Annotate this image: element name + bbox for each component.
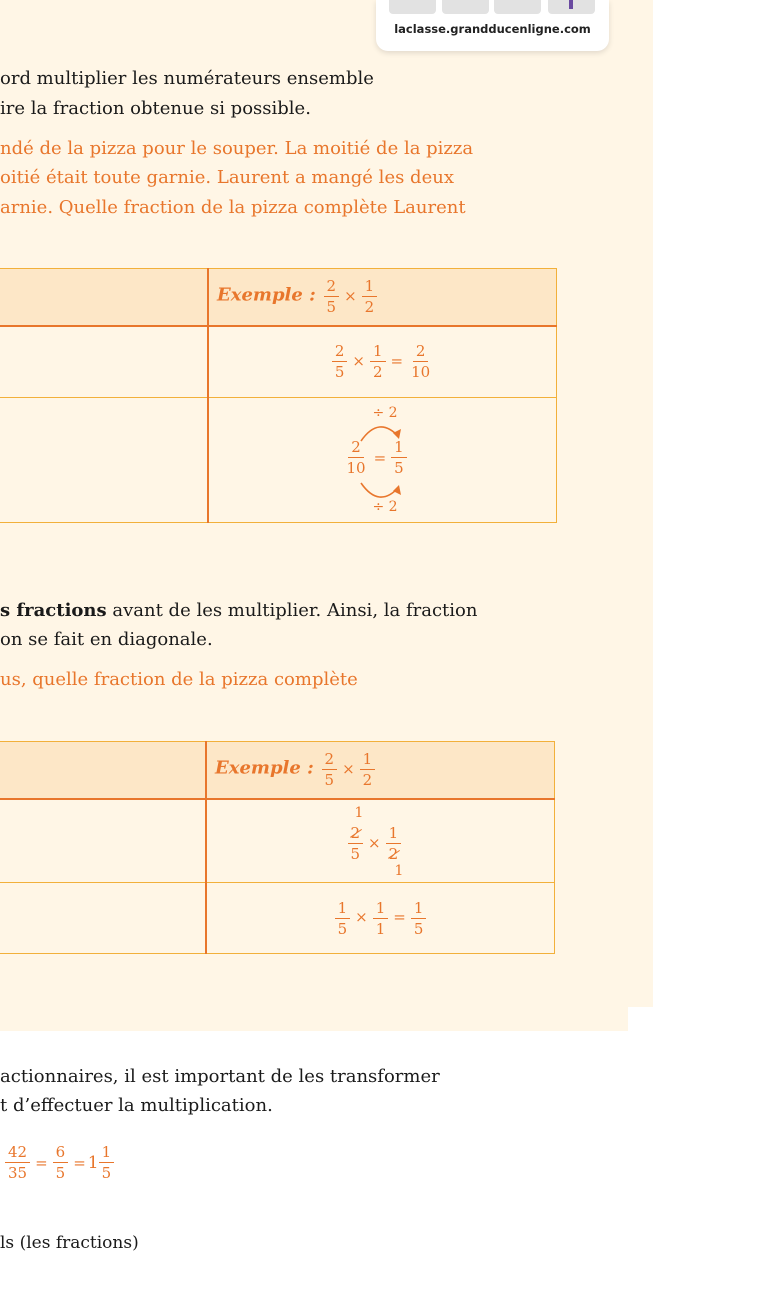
problem-line: us, quelle fraction de la pizza complète: [0, 669, 358, 690]
problem-line: ndé de la pizza pour le souper. La moitié de la pizza: [0, 138, 474, 159]
content-panel-bottom: [0, 1007, 628, 1031]
site-url[interactable]: laclasse.grandducenligne.com: [394, 22, 591, 36]
example-header: Exemple : $\frac{2}{5}$ × $\frac{1}{2}$: [208, 269, 557, 326]
paragraph-line: s fractions avant de les multiplier. Ainsi, la fraction: [0, 600, 478, 621]
table-row: [0, 398, 557, 523]
table-row: [0, 883, 555, 954]
table-header-row: [0, 742, 555, 799]
paragraph-line: t d’effectuer la multiplication.: [0, 1095, 273, 1116]
paragraph-line: ord multiplier les numérateurs ensemble: [0, 68, 374, 89]
keyboard-key-icon: [442, 0, 489, 14]
problem-line: oitié était toute garnie. Laurent a mangé les deux: [0, 167, 454, 188]
simplification-step: ÷ 2 $\frac{2}{10}$ = $\frac{1}{5}$ ÷ 2: [208, 398, 557, 523]
example-table-1: [0, 268, 557, 523]
multiplication-step: $\frac{2}{5}$ × $\frac{1}{2}$ = $\frac{2}{10}$: [208, 326, 557, 398]
paragraph-line: on se fait en diagonale.: [0, 629, 213, 650]
keyboard-key-icon: [548, 0, 595, 14]
paragraph-line: ire la fraction obtenue si possible.: [0, 98, 311, 119]
mixed-number-equation: $\frac{42}{35}$ = $\frac{6}{5}$ = 1 1 5: [2, 1142, 117, 1183]
footer-text: ls (les fractions): [0, 1233, 139, 1253]
cross-simplification-step: 1 $\frac{2}{5}$ × $\frac{1}{2}$ 1: [206, 799, 555, 883]
table-row: [0, 799, 555, 883]
site-badge[interactable]: [376, 0, 609, 51]
example-table-2: [0, 741, 555, 954]
keyboard-key-icon: [494, 0, 541, 14]
keyboard-key-icon: [389, 0, 436, 14]
paragraph-line: actionnaires, il est important de les transformer: [0, 1066, 440, 1087]
result-step: $\frac{1}{5}$ × $\frac{1}{1}$ = $\frac{1}{5}$: [206, 883, 555, 954]
table-header-row: [0, 269, 557, 326]
table-row: [0, 326, 557, 398]
problem-line: arnie. Quelle fraction de la pizza complète Laurent: [0, 197, 466, 218]
example-header: Exemple : $\frac{2}{5}$ × $\frac{1}{2}$: [206, 742, 555, 799]
